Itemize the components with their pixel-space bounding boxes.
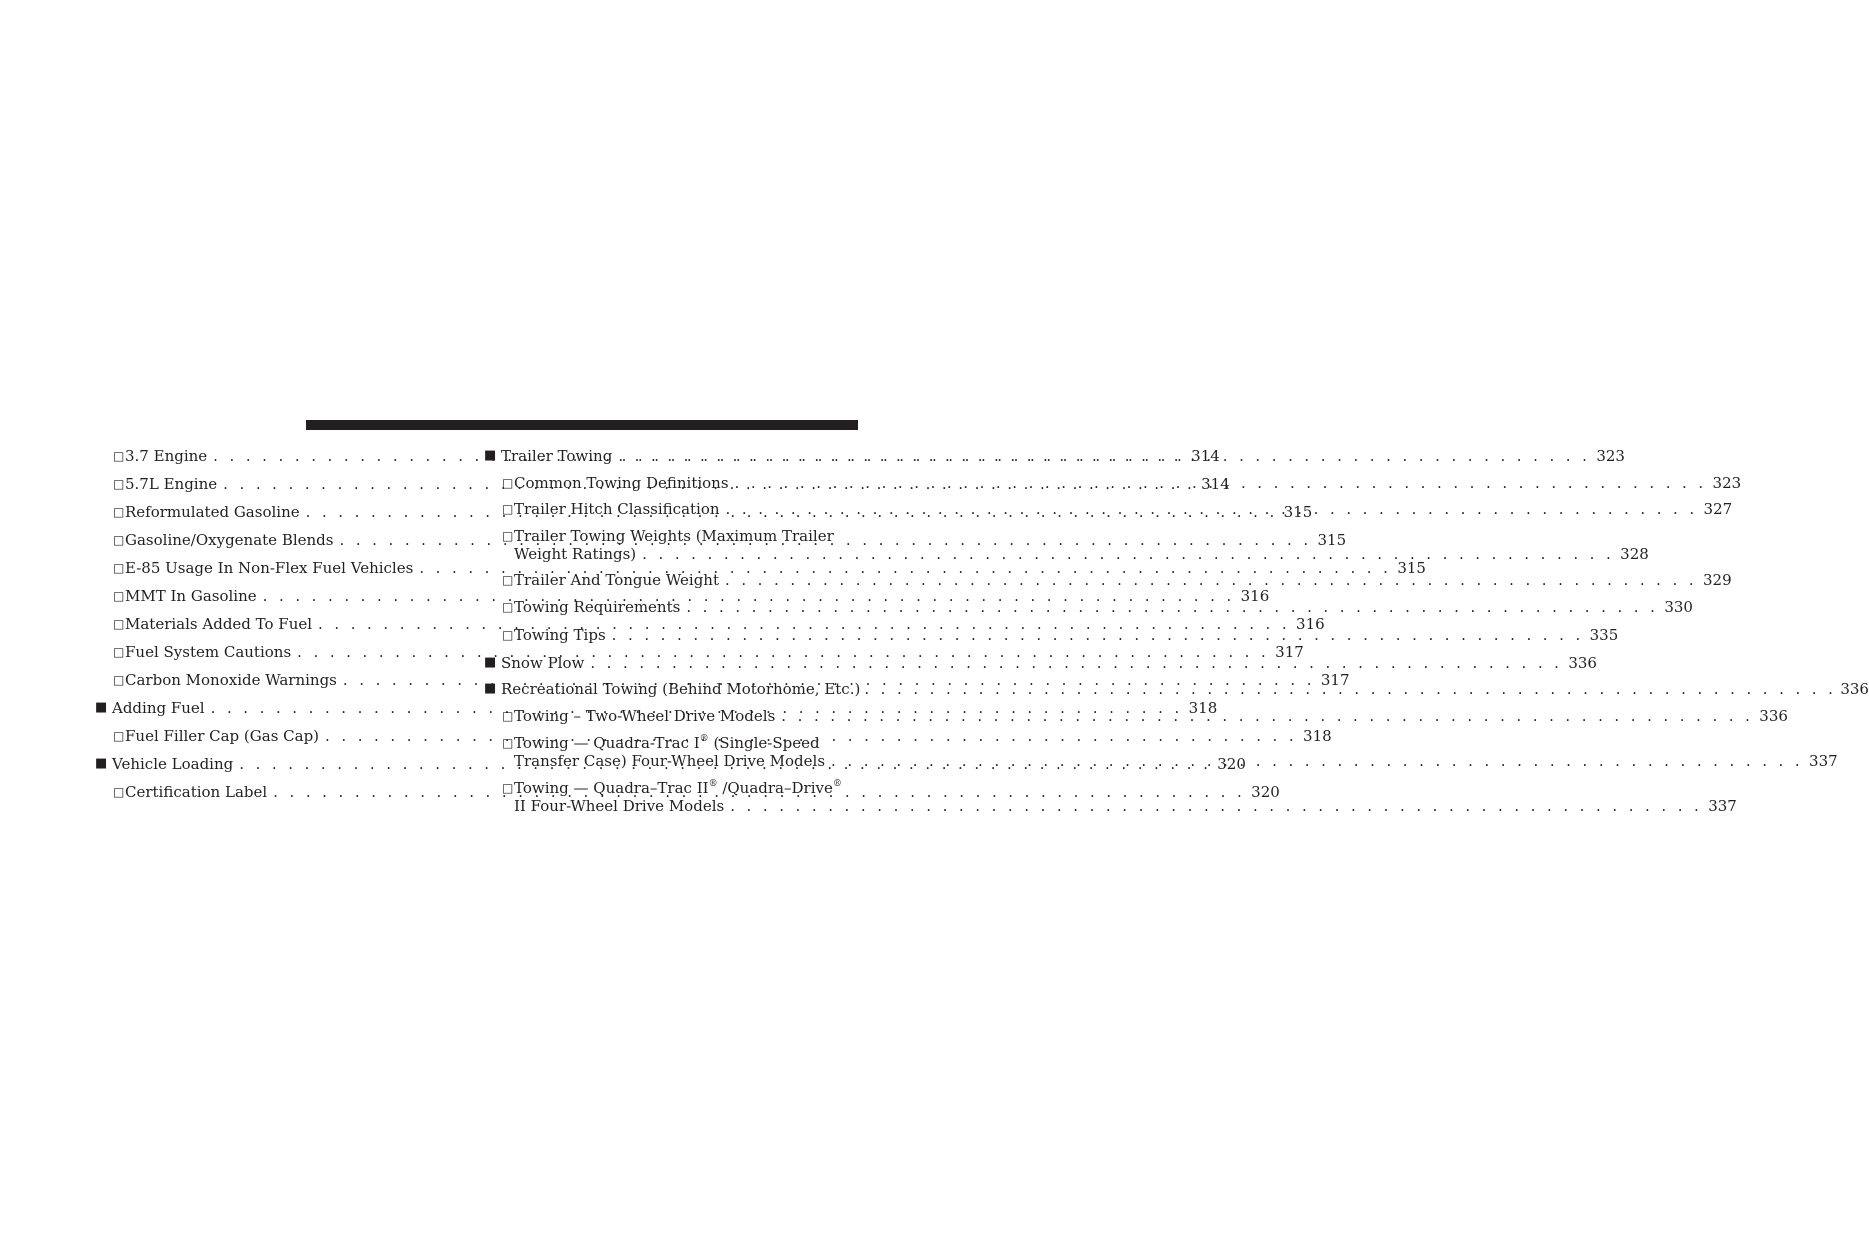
open-square-bullet-icon: □ — [113, 729, 125, 743]
open-square-bullet-icon: □ — [113, 505, 125, 519]
toc-entry-title: Carbon Monoxide Warnings — [125, 671, 337, 689]
toc-page-number: 314 — [1201, 475, 1230, 493]
toc-page-number: 316 — [1296, 615, 1325, 633]
open-square-bullet-icon: □ — [502, 476, 514, 490]
filled-square-bullet-icon: ■ — [484, 448, 497, 463]
toc-entry-title: Certification Label — [125, 783, 268, 801]
toc-page-number: 318 — [1188, 699, 1218, 717]
leader-dots — [618, 447, 1590, 465]
open-square-bullet-icon: □ — [113, 533, 125, 547]
toc-entry-title-continued: II Four-Wheel Drive Models — [514, 797, 725, 815]
toc-entry-title: Adding Fuel — [112, 699, 205, 717]
filled-square-bullet-icon: ■ — [95, 700, 108, 715]
toc-entry-title: 3.7 Engine — [125, 447, 208, 465]
toc-entry-title: Trailer And Tongue Weight — [514, 571, 719, 589]
toc-page-number: 320 — [1217, 755, 1246, 773]
toc-entry-title-continued: Transfer Case) Four-Wheel Drive Models — [514, 752, 826, 770]
open-square-bullet-icon: □ — [113, 617, 125, 631]
toc-entry-title: Common Towing Definitions — [514, 474, 729, 492]
toc-page-number: 336 — [1840, 680, 1869, 698]
toc-page-number: 315 — [1317, 531, 1347, 549]
toc-entry-title: Fuel System Cautions — [125, 643, 292, 661]
toc-page-number: 323 — [1596, 447, 1625, 465]
toc-entry-title: Reformulated Gasoline — [125, 503, 300, 521]
open-square-bullet-icon: □ — [113, 477, 125, 491]
open-square-bullet-icon: □ — [113, 561, 125, 575]
open-square-bullet-icon: □ — [502, 600, 514, 614]
leader-dots — [735, 474, 1707, 492]
toc-page-number: 327 — [1703, 500, 1733, 518]
leader-dots — [726, 500, 1698, 518]
toc-page-number: 320 — [1251, 783, 1280, 801]
toc-entry-title: 5.7L Engine — [125, 475, 218, 493]
leader-dots — [686, 598, 1658, 616]
toc-page-number: 316 — [1240, 587, 1270, 605]
filled-square-bullet-icon: ■ — [484, 655, 497, 670]
open-square-bullet-icon: □ — [502, 502, 514, 516]
open-square-bullet-icon: □ — [502, 736, 514, 750]
leader-dots — [642, 545, 1614, 563]
leader-dots — [730, 797, 1702, 815]
toc-entry-title: E-85 Usage In Non-Flex Fuel Vehicles — [125, 559, 414, 577]
leader-dots — [612, 626, 1584, 644]
toc-entry-title: Trailer Hitch Classification — [514, 500, 720, 518]
toc-entry-title: Towing Requirements — [514, 598, 681, 616]
toc-entry-title: Towing Tips — [514, 626, 606, 644]
open-square-bullet-icon: □ — [502, 573, 514, 587]
open-square-bullet-icon: □ — [113, 589, 125, 603]
toc-entry-title: MMT In Gasoline — [125, 587, 257, 605]
toc-page-number: 315 — [1397, 559, 1426, 577]
leader-dots — [831, 752, 1803, 770]
toc-entry-title: Towing — Quadra–Trac II® /Quadra–Drive® — [514, 779, 842, 797]
open-square-bullet-icon: □ — [502, 628, 514, 642]
toc-page-number: 336 — [1759, 707, 1788, 725]
toc-page-number: 323 — [1712, 474, 1742, 492]
toc-entry-title: Snow Plow — [501, 654, 585, 672]
open-square-bullet-icon: □ — [502, 781, 514, 795]
open-square-bullet-icon: □ — [113, 645, 125, 659]
open-square-bullet-icon: □ — [113, 673, 125, 687]
toc-page-number: 337 — [1809, 752, 1838, 770]
toc-entry-title: Towing – Two-Wheel Drive Models — [514, 707, 776, 725]
toc-page-number: 328 — [1620, 545, 1649, 563]
toc-page-number: 317 — [1320, 671, 1350, 689]
toc-page-number: 315 — [1283, 503, 1313, 521]
toc-page-number: 336 — [1568, 654, 1597, 672]
toc-page-number: 329 — [1703, 571, 1732, 589]
leader-dots — [725, 571, 1697, 589]
open-square-bullet-icon: □ — [113, 785, 125, 799]
toc-page-number: 314 — [1191, 447, 1220, 465]
toc-page-number: 330 — [1664, 598, 1693, 616]
toc-entry-title: Fuel Filler Cap (Gas Cap) — [125, 727, 320, 745]
filled-square-bullet-icon: ■ — [484, 681, 497, 696]
open-square-bullet-icon: □ — [502, 709, 514, 723]
toc-entry-title: Towing — Quadra-Trac I® (Single-Speed — [514, 734, 820, 752]
toc-entry-title: Gasoline/Oxygenate Blends — [125, 531, 334, 549]
leader-dots — [864, 680, 1836, 698]
toc-page-number: 337 — [1708, 797, 1737, 815]
toc-entry-title: Trailer Towing — [501, 447, 613, 465]
toc-entry-title: Materials Added To Fuel — [125, 615, 313, 633]
open-square-bullet-icon: □ — [113, 449, 125, 463]
header-rule — [306, 420, 858, 430]
toc-entry-title: Vehicle Loading — [112, 755, 234, 773]
toc-page-number: 335 — [1589, 626, 1619, 644]
toc-page-number: 317 — [1275, 643, 1304, 661]
filled-square-bullet-icon: ■ — [95, 756, 108, 771]
toc-page-number: 318 — [1303, 727, 1332, 745]
open-square-bullet-icon: □ — [502, 529, 514, 543]
toc-entry-title: Trailer Towing Weights (Maximum Trailer — [514, 527, 834, 545]
leader-dots — [590, 654, 1562, 672]
toc-entry-title: Recreational Towing (Behind Motorhome, Etc.) — [501, 680, 861, 698]
toc-entry-title-continued: Weight Ratings) — [514, 545, 637, 563]
leader-dots — [781, 707, 1753, 725]
